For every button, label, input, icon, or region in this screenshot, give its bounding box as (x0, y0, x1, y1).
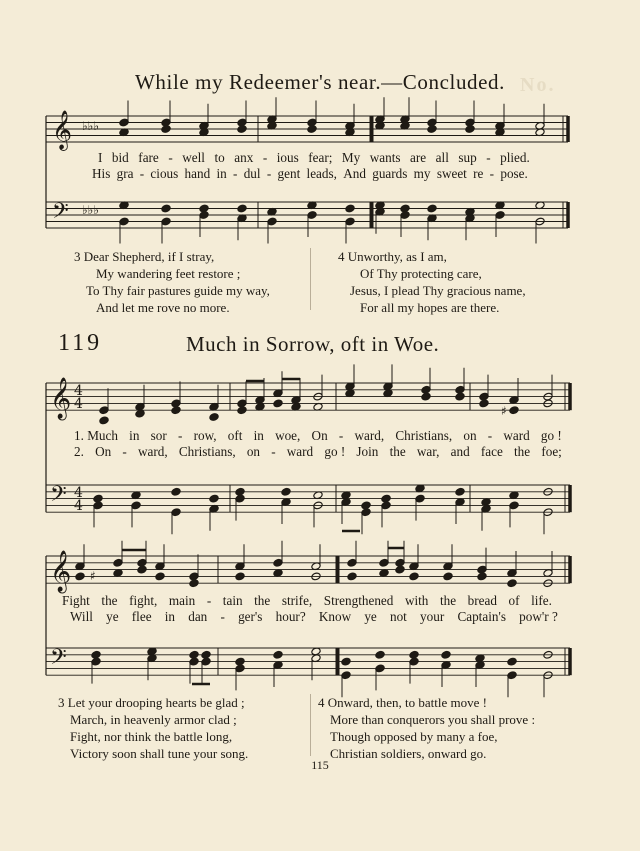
lyric-syllable: my (413, 166, 431, 181)
quarter-note (347, 572, 357, 581)
quarter-note (281, 487, 291, 496)
quarter-note (375, 650, 385, 659)
lyric-syllable: pow'r ? (519, 609, 558, 624)
hymn-title: Much in Sorrow, oft in Woe. (186, 332, 440, 356)
lyric-syllable: main (168, 593, 196, 608)
time-signature-digit: 4 (74, 383, 83, 399)
quarter-note (455, 392, 465, 401)
lyric-syllable: flee (131, 609, 152, 624)
lyric-syllable: are (410, 150, 427, 165)
verse-line: 3 Dear Shepherd, if I stray, (74, 249, 215, 264)
lyric-syllable: dul (243, 166, 261, 181)
verse-line: Though opposed by many a foe, (330, 729, 498, 744)
lyric-syllable: strife, (281, 593, 313, 608)
quarter-note (509, 406, 519, 415)
lyric-syllable: ye (364, 609, 377, 624)
lyric-syllable: the (389, 444, 406, 459)
lyric-syllable: ward, (137, 444, 168, 459)
lyric-syllable: foe; (541, 444, 562, 459)
quarter-note (479, 399, 489, 408)
lyric-syllable: - (139, 166, 145, 181)
lyric-syllable: gra (116, 166, 134, 181)
lyric-syllable: - (168, 150, 173, 165)
lyric-syllable: ye (106, 609, 119, 624)
quarter-note (99, 416, 109, 425)
sharp-accidental: ♯ (90, 569, 96, 583)
lyric-syllable: the (254, 593, 271, 608)
lyric-syllable: bread (467, 593, 497, 608)
quarter-note (171, 487, 181, 496)
quarter-note (189, 579, 199, 588)
quarter-note (441, 650, 451, 659)
lyric-syllable: in (253, 428, 264, 443)
quarter-note (465, 125, 475, 134)
lyric-syllable: anx (234, 150, 254, 165)
verse-line: Victory soon shall tune your song. (70, 746, 249, 761)
verse-line: 4 Onward, then, to battle move ! (318, 695, 487, 710)
lyric-syllable: My (341, 150, 361, 165)
lyric-line-verse-1 (74, 428, 562, 444)
lyric-syllable: fight, (129, 593, 158, 608)
quarter-note (421, 392, 431, 401)
quarter-note (155, 572, 165, 581)
quarter-note (161, 125, 171, 134)
verse-line: To Thy fair pastures guide my way, (86, 283, 270, 298)
lyric-syllable: ger's (238, 609, 263, 624)
lyric-syllable: go ! (540, 428, 562, 443)
lyric-syllable: guards (372, 166, 408, 181)
lyric-syllable: not (389, 609, 407, 624)
lyric-syllable: well (182, 150, 205, 165)
sharp-accidental: ♯ (501, 404, 507, 418)
bass-clef: 𝄢 (52, 199, 69, 229)
bleed-through-number: No. (520, 74, 556, 96)
quarter-note (477, 572, 487, 581)
treble-clef: 𝄞 (52, 110, 73, 150)
verse-line: 4 Unworthy, as I am, (338, 249, 447, 264)
lyric-syllable: the (514, 444, 531, 459)
lyric-syllable: all (435, 150, 449, 165)
lyric-syllable: sor (150, 428, 167, 443)
quarter-note (455, 487, 465, 496)
lyric-syllable: - (487, 428, 493, 443)
lyric-syllable: hour? (275, 609, 306, 624)
verse-line: 3 Let your drooping hearts be glad ; (58, 695, 245, 710)
verse-line: Fight, nor think the battle long, (70, 729, 233, 744)
lyric-syllable: in (129, 428, 140, 443)
quarter-note (507, 579, 517, 588)
lyric-syllable: - (233, 166, 238, 181)
lyric-line-verse-1 (62, 593, 552, 609)
lyric-line-verse-2 (70, 609, 558, 625)
verse-line: For all my hopes are there. (360, 300, 500, 315)
hymn-title-continued: While my Redeemer's near.—Concluded. (134, 70, 506, 94)
lyric-syllable: Join (356, 444, 379, 459)
lyric-syllable: 2. (74, 444, 84, 459)
lyric-syllable: woe, (275, 428, 301, 443)
key-signature: ♭♭♭ (82, 203, 99, 217)
quarter-note (345, 204, 355, 213)
quarter-note (75, 572, 85, 581)
quarter-note (161, 204, 171, 213)
lyric-syllable: bid (111, 150, 129, 165)
lyric-syllable: tain (222, 593, 243, 608)
lyric-syllable: leads, (306, 166, 337, 181)
quarter-note (409, 572, 419, 581)
key-signature: ♭♭♭ (82, 119, 99, 133)
lyric-syllable: life. (531, 593, 552, 608)
lyric-syllable: plied. (500, 150, 530, 165)
lyric-syllable: and (450, 444, 470, 459)
verse-line: And let me rove no more. (96, 300, 230, 315)
lyric-syllable: face (480, 444, 503, 459)
lyric-syllable: sweet (436, 166, 467, 181)
lyric-syllable: And (343, 166, 366, 181)
lyric-syllable: Know (318, 609, 352, 624)
verse-3-hymn-118 (74, 248, 270, 316)
bass-clef: 𝄢 (50, 645, 67, 675)
quarter-note (427, 204, 437, 213)
quarter-note (235, 572, 245, 581)
verse-line: Christian soldiers, onward go. (330, 746, 487, 761)
lyric-syllable: go ! (324, 444, 346, 459)
quarter-note (137, 565, 147, 574)
lyric-syllable: - (489, 166, 495, 181)
lyric-syllable: Christians, (395, 428, 453, 443)
lyric-syllable: - (266, 166, 272, 181)
lyric-syllable: gent (277, 166, 301, 181)
quarter-note (237, 125, 247, 134)
treble-clef: 𝄞 (50, 378, 72, 419)
lyric-syllable: - (122, 444, 127, 459)
lyric-syllable: fear; (308, 150, 333, 165)
lyric-syllable: - (206, 593, 212, 608)
quarter-note (427, 125, 437, 134)
lyric-syllable: ward (503, 428, 530, 443)
verse-divider (310, 248, 311, 310)
verse-divider (310, 694, 311, 756)
lyric-syllable: on (463, 428, 477, 443)
verse-3-hymn-119 (58, 694, 248, 762)
lyric-line-verse-2 (74, 444, 562, 460)
lyric-syllable: 1. Much (74, 428, 118, 443)
lyric-syllable: - (338, 428, 344, 443)
lyric-syllable: ward (286, 444, 314, 459)
lyric-syllable: Will (70, 609, 93, 624)
quarter-note (171, 406, 181, 415)
lyric-line-verse-1 (98, 150, 530, 166)
quarter-note (307, 125, 317, 134)
quarter-note (209, 413, 219, 422)
verse-4-hymn-118 (338, 248, 526, 316)
hymn-number: 119 (58, 330, 103, 356)
lyric-syllable: fare (138, 150, 159, 165)
quarter-note (237, 204, 247, 213)
lyric-syllable: ward, (354, 428, 385, 443)
quarter-note (341, 657, 351, 666)
time-signature-digit: 4 (74, 396, 83, 412)
lyric-syllable: of (508, 593, 520, 608)
lyric-syllable: row, (193, 428, 217, 443)
lyric-syllable: the (439, 593, 457, 608)
bass-clef: 𝄢 (50, 482, 67, 512)
lyric-syllable: in (216, 166, 227, 181)
lyric-syllable: Fight (62, 593, 90, 608)
lyric-syllable: re (473, 166, 484, 181)
lyric-syllable: on (246, 444, 260, 459)
lyric-syllable: On (311, 428, 328, 443)
lyric-syllable: dan (188, 609, 208, 624)
lyric-syllable: His (92, 166, 111, 181)
quarter-note (209, 494, 219, 503)
quarter-note (395, 565, 405, 574)
lyric-syllable: Strengthened (323, 593, 394, 608)
quarter-note (273, 399, 283, 408)
lyric-syllable: your (420, 609, 445, 624)
lyric-syllable: - (220, 609, 225, 624)
lyric-syllable: Captain's (457, 609, 506, 624)
verse-line: More than conquerors you shall prove : (330, 712, 536, 727)
lyric-syllable: wants (369, 150, 401, 165)
lyric-syllable: the (101, 593, 118, 608)
quarter-note (443, 572, 453, 581)
lyric-syllable: - (271, 444, 276, 459)
lyric-syllable: Christians, (178, 444, 236, 459)
lyric-syllable: - (262, 150, 268, 165)
verse-4-hymn-119 (318, 694, 535, 762)
lyric-syllable: I (98, 150, 103, 165)
lyric-syllable: On (95, 444, 112, 459)
lyric-syllable: in (164, 609, 176, 624)
lyric-syllable: oft (227, 428, 243, 443)
lyric-syllable: - (177, 428, 183, 443)
lyric-syllable: - (486, 150, 491, 165)
quarter-note (507, 657, 517, 666)
verse-line: Jesus, I plead Thy gracious name, (350, 283, 526, 298)
lyric-line-verse-2 (92, 166, 528, 182)
lyric-syllable: pose. (500, 166, 528, 181)
lyric-syllable: with (404, 593, 429, 608)
lyric-syllable: hand (184, 166, 211, 181)
treble-clef: 𝄞 (50, 551, 72, 592)
page-number: 115 (311, 758, 329, 772)
lyric-syllable: war, (416, 444, 440, 459)
quarter-note (273, 650, 283, 659)
lyric-syllable: sup (458, 150, 477, 165)
lyric-syllable: cious (150, 166, 179, 181)
lyric-syllable: to (214, 150, 225, 165)
lyric-syllable: ious (276, 150, 299, 165)
time-signature-digit: 4 (74, 498, 83, 514)
quarter-note (237, 406, 247, 415)
verse-line: My wandering feet restore ; (96, 266, 241, 281)
time-signature-digit: 4 (74, 485, 83, 501)
verse-line: Of Thy protecting care, (360, 266, 482, 281)
verse-line: March, in heavenly armor clad ; (70, 712, 237, 727)
